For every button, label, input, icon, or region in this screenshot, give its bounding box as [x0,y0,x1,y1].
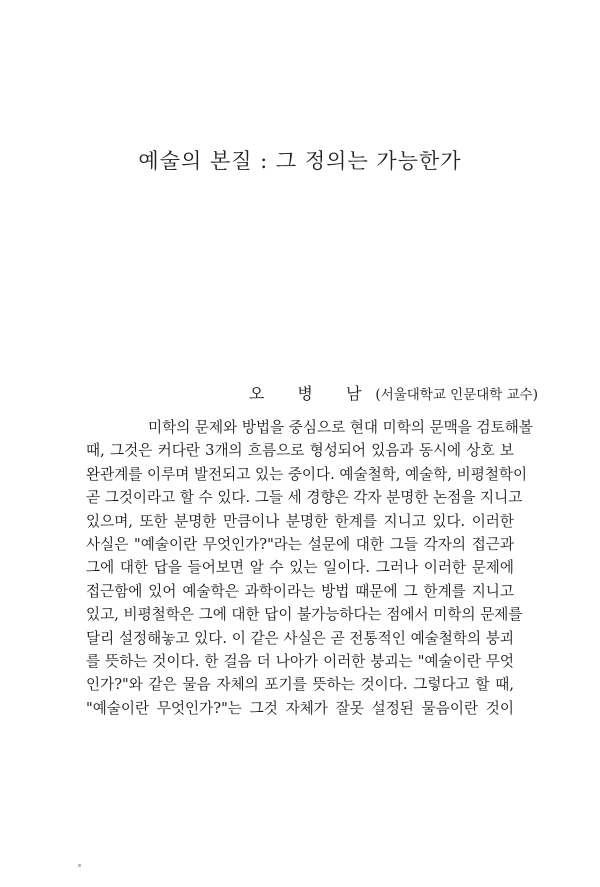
body-line: 있으며, 또한 분명한 만큼이나 분명한 한계를 지니고 있다. 이러한 [86,512,514,530]
body-line: 곧 그것이라고 할 수 있다. 그들 세 경향은 각자 분명한 논점을 지니고 [86,489,523,507]
body-line: 때, 그것은 커다란 3개의 흐름으로 형성되어 있음과 동시에 상호 보 [86,442,514,460]
article-title: 예술의 본질 : 그 정의는 가능한가 [138,149,462,173]
body-line: "예술이란 무엇인가?"는 그것 자체가 잘못 설정된 물음이란 것이 [86,699,514,717]
author-byline [249,381,538,404]
body-line: 있고, 비평철학은 그에 대한 답이 불가능하다는 점에서 미학의 문제를 [86,606,523,624]
body-line: 완관계를 이루며 발전되고 있는 중이다. 예술철학, 예술학, 비평철학이 [86,465,528,483]
body-line: 미학의 문제와 방법을 중심으로 현대 미학의 문맥을 검토해볼 [148,419,533,436]
body-line: 를 뜻하는 것이다. 한 걸음 더 나아가 이러한 붕괴는 "예술이란 무엇 [86,653,514,671]
body-line: 달리 설정해놓고 있다. 이 같은 사실은 곧 전통적인 예술철학의 붕괴 [86,629,514,647]
scan-speck [78,864,81,867]
author-affiliation: (서울대학교 인문대학 교수) [375,387,538,403]
author-name: 오 병 남 [248,384,376,403]
body-line: 사실은 "예술이란 무엇인가?"라는 설문에 대한 그들 각자의 접근과 [86,536,514,554]
body-line: 그에 대한 답을 들어보면 알 수 있는 일이다. 그러나 이러한 문제에 [86,559,514,577]
body-paragraph [86,416,533,720]
body-line: 인가?"와 같은 물음 자체의 포기를 뜻하는 것이다. 그렇다고 할 때, [86,676,514,694]
body-line: 접근함에 있어 예술학은 과학이라는 방법 때문에 그 한계를 지니고 [86,582,514,600]
